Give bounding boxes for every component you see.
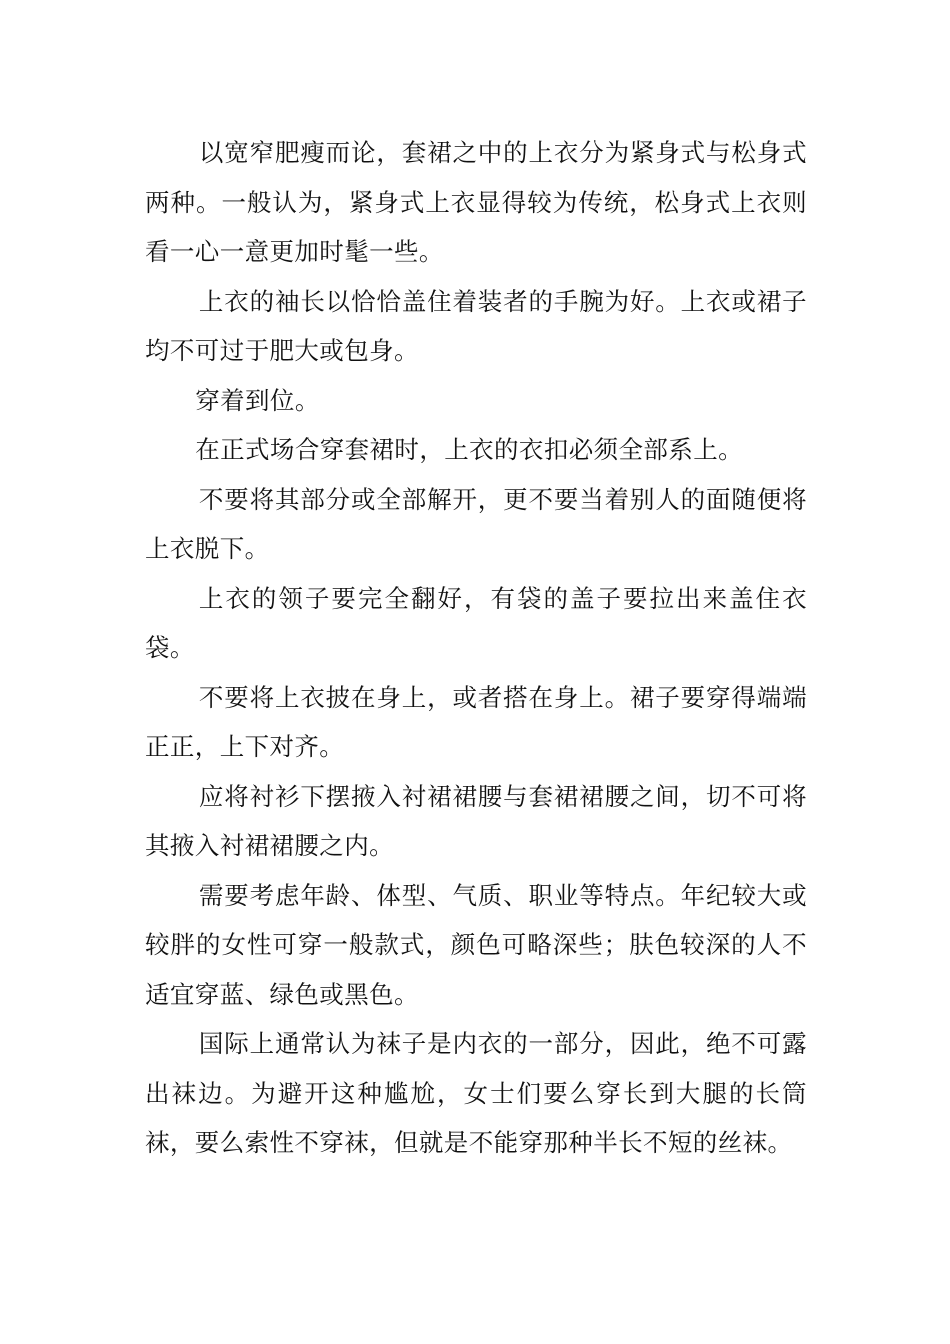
document-body (145, 128, 807, 1168)
paragraph: 上衣的袖长以恰恰盖住着装者的手腕为好。上衣或裙子均不可过于肥大或包身。 (145, 286, 807, 365)
paragraph: 不要将上衣披在身上，或者搭在身上。裙子要穿得端端正正，上下对齐。 (145, 682, 807, 761)
paragraph: 在正式场合穿套裙时，上衣的衣扣必须全部系上。 (195, 435, 744, 464)
paragraph: 国际上通常认为袜子是内衣的一部分，因此，绝不可露出袜边。为避开这种尴尬，女士们要么穿长到大腿的长筒袜，要么索性不穿袜，但就是不能穿那种半长不短的丝袜。 (145, 1029, 807, 1157)
paragraph: 不要将其部分或全部解开，更不要当着别人的面随便将上衣脱下。 (145, 484, 807, 563)
paragraph: 需要考虑年龄、体型、气质、职业等特点。年纪较大或较胖的女性可穿一般款式，颜色可略深些；肤色较深的人不适宜穿蓝、绿色或黑色。 (145, 880, 807, 1009)
paragraph: 穿着到位。 (195, 385, 320, 415)
paragraph: 上衣的领子要完全翻好，有袋的盖子要拉出来盖住衣袋。 (145, 583, 807, 662)
paragraph: 以宽窄肥瘦而论，套裙之中的上衣分为紧身式与松身式两种。一般认为，紧身式上衣显得较为传统，松身式上衣则看一心一意更加时髦一些。 (145, 138, 807, 266)
paragraph: 应将衬衫下摆掖入衬裙裙腰与套裙裙腰之间，切不可将其掖入衬裙裙腰之内。 (145, 781, 807, 860)
